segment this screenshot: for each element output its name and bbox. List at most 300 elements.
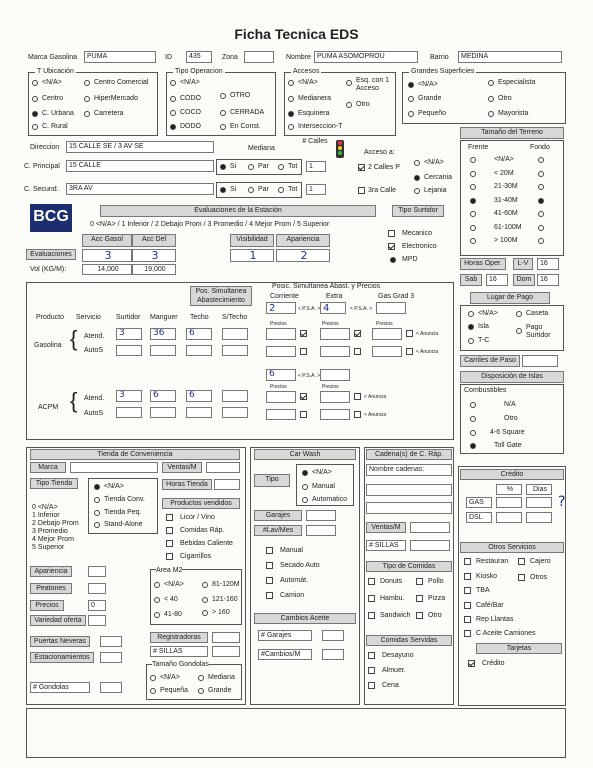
puertas-field[interactable] — [100, 636, 122, 647]
servicio-check-3[interactable] — [518, 574, 525, 581]
servida-label-0: Desayuno — [382, 652, 414, 659]
islas-na-radio[interactable] — [470, 402, 476, 408]
credito-dsl-dias-field[interactable] — [526, 512, 552, 523]
accesos-medianera-radio[interactable] — [288, 96, 294, 102]
frente-radio-6[interactable] — [470, 238, 476, 244]
aceite-cambios-label: #Cambios/M — [258, 649, 312, 660]
zona-field[interactable] — [244, 51, 274, 63]
servida-check-1[interactable] — [368, 667, 375, 674]
eval-gasol-field[interactable]: 3 — [82, 249, 132, 262]
gas-autos-stecho-field[interactable] — [222, 345, 248, 356]
variedad-field[interactable] — [88, 615, 106, 626]
credito-dsl-pct-field[interactable] — [496, 512, 522, 523]
operacion-otro-label: OTRO — [230, 92, 251, 99]
mpd-radio[interactable] — [390, 257, 396, 263]
grandes-superficies-title: Grandes Superficies — [411, 68, 475, 75]
superficie-especialista-radio[interactable] — [488, 80, 494, 86]
gas-anuncia-extra-check[interactable] — [354, 330, 361, 337]
ubicacion-hiper-radio[interactable] — [84, 96, 90, 102]
cp-par-label: Par — [258, 163, 269, 170]
pago-isla-radio[interactable] — [468, 324, 474, 330]
acpm-precio2-corr-field[interactable] — [266, 409, 296, 420]
servicio-check-6[interactable] — [464, 616, 471, 623]
cadena-sillas-field[interactable] — [410, 540, 450, 551]
marca-field[interactable]: PUMA — [84, 51, 156, 63]
acpm-autos-manguer-field[interactable] — [150, 407, 176, 418]
tienda-scale-item: 0 <N/A> — [32, 504, 58, 511]
fondo-radio-1[interactable] — [538, 171, 544, 177]
dom-field[interactable]: 16 — [537, 274, 559, 286]
superficie-pequeno-radio[interactable] — [408, 111, 414, 117]
pago-isla-label: Isla — [478, 323, 489, 330]
gas-autos-manguer-field[interactable] — [150, 345, 176, 356]
accesos-otro-radio[interactable] — [346, 102, 352, 108]
terreno-option-3: 31-40M — [494, 196, 518, 204]
pago-na-radio[interactable] — [468, 311, 474, 317]
superficie-mayorista-radio[interactable] — [488, 111, 494, 117]
islas-otro-radio[interactable] — [470, 416, 476, 422]
gas-surtidor-field[interactable]: 3 — [116, 328, 142, 340]
carwash-tipo-label: Tipo — [254, 474, 290, 487]
dos-calles-label: 2 Calles P — [368, 164, 400, 171]
credito-pct-label: % — [496, 484, 522, 495]
gas-anuncia-g3-check[interactable] — [406, 330, 413, 337]
fondo-radio-0[interactable] — [538, 157, 544, 163]
servida-check-0[interactable] — [368, 652, 375, 659]
carwash-garajes-label: Garajes — [254, 510, 302, 521]
corriente-field[interactable]: 2 — [266, 302, 296, 314]
tienda-title: Tienda de Conveniencia — [30, 449, 240, 460]
ubicacion-rural-radio[interactable] — [32, 124, 38, 130]
registradoras-field[interactable] — [212, 632, 240, 643]
carwash-auto-radio[interactable] — [302, 497, 308, 503]
fondo-radio-3[interactable] — [538, 198, 544, 204]
tienda-ventas-label: Ventas/M — [162, 462, 202, 473]
servicio-label-7: C Aceite Camiones — [476, 630, 536, 637]
frente-radio-0[interactable] — [470, 157, 476, 163]
aceite-garajes-field[interactable] — [322, 630, 344, 641]
marca-label: Marca Gasolina — [28, 54, 78, 61]
pos-simultanea-header: Pos. Simultanea Abastecimiento — [190, 286, 252, 306]
servicio-header: Servicio — [76, 314, 101, 321]
vol-gasol-field[interactable]: 14,000 — [82, 264, 132, 275]
islas-tollgate-label: Toll Gate — [494, 442, 522, 449]
operacion-const-radio[interactable] — [220, 124, 226, 130]
mediana-label: Mediana — [248, 145, 275, 152]
gas-techo-field[interactable]: 6 — [186, 328, 212, 340]
islas-title: Disposición de Islas — [460, 371, 564, 383]
precios-1-label: Precios — [270, 321, 287, 327]
producto-label-3: Cigarrillos — [180, 553, 212, 560]
cadena-nombre-field[interactable] — [366, 484, 452, 496]
carwash-check-1[interactable] — [266, 562, 273, 569]
accesos-esq-radio[interactable] — [346, 80, 352, 86]
acpm-anuncia-corr-check[interactable] — [300, 393, 307, 400]
electronico-check[interactable] — [388, 243, 395, 250]
gas-anuncia2-g3-check[interactable] — [406, 348, 413, 355]
ubicacion-hiper-label: HiperMercado — [94, 95, 138, 102]
comida-check-4[interactable] — [368, 612, 375, 619]
ubicacion-cc-radio[interactable] — [84, 80, 90, 86]
lugar-pago-title: Lugar de Pago — [470, 292, 550, 304]
fondo-radio-2[interactable] — [538, 184, 544, 190]
gondola-na-radio[interactable] — [150, 675, 156, 681]
servicio-check-2[interactable] — [464, 573, 471, 580]
accesos-interseccion-radio[interactable] — [288, 124, 294, 130]
vol-del-field[interactable]: 19,000 — [132, 264, 176, 275]
eval-apariencia-field[interactable]: 2 — [276, 249, 330, 262]
acceso-lejania-label: Lejania — [424, 187, 447, 194]
apariencia-header: Apariencia — [276, 234, 330, 247]
gondola-grande-radio[interactable] — [198, 688, 204, 694]
servida-check-2[interactable] — [368, 682, 375, 689]
cs-par-radio[interactable] — [248, 187, 254, 193]
frente-radio-5[interactable] — [470, 225, 476, 231]
posic-simultanea-label: Posic. Simultanea Abast. y Precios — [272, 283, 381, 290]
estacionamientos-field[interactable] — [100, 652, 122, 663]
cp-tot-radio[interactable] — [278, 164, 284, 170]
carwash-manual-label: Manual — [312, 483, 335, 490]
gondola-na-label: <N/A> — [160, 674, 180, 681]
servicio-label-6: Rep Llantas — [476, 616, 514, 623]
gas-precio2-g3-field[interactable] — [372, 346, 402, 357]
fondo-radio-6[interactable] — [538, 238, 544, 244]
accesos-na-radio[interactable] — [288, 80, 294, 86]
acceso-cercania-radio[interactable] — [414, 175, 420, 181]
area-81-label: 81-120M — [212, 581, 240, 588]
gas-autos-techo-field[interactable] — [186, 345, 212, 356]
visibilidad-header: Visibilidad — [230, 234, 274, 247]
acpm-precio-corr-field[interactable] — [266, 391, 296, 403]
superficie-na-radio[interactable] — [408, 82, 414, 88]
terreno-option-5: 61-100M — [494, 223, 522, 231]
mecanico-label: Mecanico — [402, 230, 432, 237]
carwash-check-0[interactable] — [266, 547, 273, 554]
precios-field[interactable]: 0 — [88, 600, 106, 611]
tienda-peq-radio[interactable] — [94, 510, 100, 516]
acpm-psa2-field[interactable] — [320, 369, 350, 381]
credito-gas-dias-field[interactable] — [526, 497, 552, 508]
tienda-sillas-label: # SILLAS — [150, 646, 208, 657]
ubicacion-centro-label: Centro — [42, 95, 64, 102]
carriles-field[interactable] — [522, 355, 558, 367]
notes-box[interactable] — [26, 708, 566, 758]
cadena-title: Cadena(s) de C. Ráp. — [366, 449, 452, 460]
cprincipal-field[interactable]: 15 CALLE — [66, 160, 214, 172]
producto-check-3[interactable] — [166, 553, 173, 560]
dos-calles-check[interactable] — [358, 164, 365, 171]
tipo-comidas-title: Tipo de Comidas — [366, 561, 452, 572]
acpm-anuncia-extra-check[interactable] — [354, 393, 361, 400]
acpm-autos-stecho-field[interactable] — [222, 407, 248, 418]
ubicacion-urbana-radio[interactable] — [32, 111, 38, 117]
superficie-otro-label: Otro — [498, 95, 512, 102]
islas-tollgate-radio[interactable] — [470, 443, 476, 449]
eval-del-field[interactable]: 3 — [132, 249, 176, 262]
direccion-field[interactable]: 15 CALLE SE / 3 AV SE — [66, 141, 214, 153]
servicio-check-1[interactable] — [518, 558, 525, 565]
otros-servicios-title: Otros Servicios — [460, 542, 564, 553]
cp-si-radio[interactable] — [220, 164, 226, 170]
techo-header: Techo — [190, 314, 209, 321]
producto-label-0: Licor / Vino — [180, 514, 215, 521]
gas-manguer-field[interactable]: 36 — [150, 328, 176, 340]
gas-precio2-corr-field[interactable] — [266, 346, 296, 357]
nombre-field[interactable]: PUMA ASOMOPROU — [314, 51, 418, 63]
frente-label: Frente — [468, 144, 489, 151]
carwash-auto-label: Automatico — [312, 496, 348, 503]
gas-anuncia2-corr-check[interactable] — [300, 348, 307, 355]
ubicacion-na-label: <N/A> — [42, 79, 62, 86]
operacion-const-label: En Const. — [230, 123, 261, 130]
csecund-field[interactable]: 3RA AV — [66, 183, 214, 195]
traffic-light-icon — [336, 140, 344, 158]
lav-mes-label: #Lav/Mes — [254, 525, 302, 536]
servicio-check-5[interactable] — [464, 602, 471, 609]
gas-precio-extra-field[interactable] — [320, 328, 350, 340]
precios-acpm-2-label: Precios — [322, 384, 339, 390]
carwash-check-3[interactable] — [266, 592, 273, 599]
tres-calle-label: 3ra Calle — [368, 187, 397, 194]
acceso-cercania-label: Cercania — [424, 174, 453, 181]
acc-gasol-header: Acc Gasol — [82, 234, 132, 247]
tipo-surtidor-title: Tipo Surtidor — [392, 205, 444, 217]
fondo-radio-4[interactable] — [538, 211, 544, 217]
pago-surtidor-radio[interactable] — [516, 328, 522, 334]
peatones-field[interactable] — [88, 583, 106, 594]
gas-precio-corr-field[interactable] — [266, 328, 296, 340]
cp-par-radio[interactable] — [248, 164, 254, 170]
tarjeta-credito-check[interactable] — [468, 660, 475, 667]
psa-acpm-label: < P.S.A. > — [298, 373, 321, 379]
gondola-pequena-radio[interactable] — [150, 688, 156, 694]
cadena-ventas-field[interactable] — [410, 522, 450, 533]
acceso-label: Acceso a: — [364, 149, 395, 156]
barrio-field[interactable]: MEDINA — [458, 51, 562, 63]
accesos-esq-label: Esq. con 1 Acceso — [356, 77, 390, 92]
horas-oper-label: Horas Oper. — [460, 258, 506, 270]
gas-anuncia-corr-check[interactable] — [300, 330, 307, 337]
tienda-standalone-radio[interactable] — [94, 522, 100, 528]
tienda-na-radio[interactable] — [94, 484, 100, 490]
area-81-radio[interactable] — [202, 582, 208, 588]
ubicacion-carretera-radio[interactable] — [84, 111, 90, 117]
operacion-dodo-radio[interactable] — [170, 124, 176, 130]
cadena-nombre-label: Nombre cadenas: — [366, 464, 452, 476]
gondolas-title: Tamaño Gondolas — [152, 661, 209, 668]
comida-check-5[interactable] — [416, 612, 423, 619]
gondolas-box — [146, 664, 242, 700]
gas-autos-surtidor-field[interactable] — [116, 345, 142, 356]
ubicacion-urbana-label: C. Urbana — [42, 110, 74, 117]
cs-si-radio[interactable] — [220, 187, 226, 193]
tienda-scale-item: 4 Mejor Prom — [32, 536, 75, 543]
superficie-grande-label: Grande — [418, 95, 442, 102]
acpm-surtidor-field[interactable]: 3 — [116, 390, 142, 402]
puertas-label: Puertas Neveras — [30, 636, 90, 647]
horas-tienda-field[interactable] — [214, 479, 240, 490]
lav-mes-field[interactable] — [306, 525, 336, 536]
acpm-autos-label: AutoS — [84, 410, 104, 417]
num-gondolas-field[interactable] — [100, 682, 122, 693]
carwash-manual-radio[interactable] — [302, 484, 308, 490]
area-121-radio[interactable] — [202, 597, 208, 603]
manguer-header: Manguer — [150, 314, 178, 321]
eval-visibilidad-field[interactable]: 1 — [230, 249, 274, 262]
carwash-garajes-field[interactable] — [306, 510, 336, 521]
acpm-anuncia2-label: < Anuncia — [364, 412, 387, 418]
superficie-otro-radio[interactable] — [488, 96, 494, 102]
acpm-anuncia2-extra-check[interactable] — [354, 411, 361, 418]
operacion-coco-radio[interactable] — [170, 110, 176, 116]
area-40-radio[interactable] — [154, 597, 160, 603]
ubicacion-cc-label: Centro Comercial — [94, 79, 149, 86]
acpm-techo-field[interactable]: 6 — [186, 390, 212, 402]
acceso-na-radio[interactable] — [414, 160, 420, 166]
operacion-na-radio[interactable] — [170, 80, 176, 86]
comida-check-2[interactable] — [368, 595, 375, 602]
ubicacion-centro-radio[interactable] — [32, 96, 38, 102]
cp-tot-label: Tot — [288, 163, 298, 170]
apariencia-label: Apariencia — [30, 566, 72, 577]
comidas-servidas-title: Comidas Servidas — [366, 635, 452, 646]
cs-tot-radio[interactable] — [278, 187, 284, 193]
acpm-autos-surtidor-field[interactable] — [116, 407, 142, 418]
comida-label-5: Otro — [428, 612, 442, 619]
comida-label-0: Donuts — [380, 578, 403, 585]
area-na-label: <N/A> — [164, 581, 184, 588]
frente-radio-4[interactable] — [470, 211, 476, 217]
acpm-stecho-field[interactable] — [222, 390, 248, 402]
frente-radio-3[interactable] — [470, 198, 476, 204]
acpm-autos-techo-field[interactable] — [186, 407, 212, 418]
acceso-na-label: <N/A> — [424, 159, 444, 166]
extra-label: Extra — [326, 293, 343, 300]
id-field[interactable]: 435 — [186, 51, 212, 63]
operacion-otro-radio[interactable] — [220, 93, 226, 99]
form-title: Ficha Tecnica EDS — [234, 26, 359, 42]
acpm-anuncia2-corr-check[interactable] — [300, 411, 307, 418]
area-na-radio[interactable] — [154, 582, 160, 588]
cp-calles-field[interactable]: 1 — [306, 161, 326, 172]
mpd-label: MPD — [402, 256, 418, 263]
carwash-check-2[interactable] — [266, 577, 273, 584]
producto-check-1[interactable] — [166, 527, 173, 534]
cs-calles-field[interactable]: 1 — [306, 184, 326, 195]
acpm-precio-extra-field[interactable] — [320, 391, 350, 403]
credito-gas-pct-field[interactable] — [496, 497, 522, 508]
zona-label: Zona — [222, 54, 238, 61]
producto-check-2[interactable] — [166, 540, 173, 547]
carwash-na-radio[interactable] — [302, 470, 308, 476]
producto-check-0[interactable] — [166, 514, 173, 521]
ubicacion-carretera-label: Carretera — [94, 110, 124, 117]
comida-check-0[interactable] — [368, 578, 375, 585]
apariencia-field[interactable] — [88, 566, 106, 577]
operacion-codo-radio[interactable] — [170, 96, 176, 102]
precios-acpm-1-label: Precios — [270, 384, 287, 390]
cadena-nombre-field-2[interactable] — [366, 502, 452, 514]
calles-label: # Calles — [302, 138, 328, 145]
lv-field[interactable]: 16 — [537, 258, 559, 270]
variedad-label: Variedad oferta — [30, 615, 86, 626]
acc-del-header: Acc Del — [132, 234, 176, 247]
tienda-sillas-field[interactable] — [212, 646, 240, 657]
accesos-esquinera-radio[interactable] — [288, 111, 294, 117]
evaluaciones-title: Evaluaciones de la Estación — [100, 205, 376, 217]
tienda-marca-field[interactable] — [70, 462, 158, 473]
frente-radio-1[interactable] — [470, 171, 476, 177]
gondola-mediana-radio[interactable] — [198, 675, 204, 681]
comida-check-3[interactable] — [416, 595, 423, 602]
carwash-check-label-0: Manual — [280, 547, 303, 554]
comida-check-1[interactable] — [416, 578, 423, 585]
frente-radio-2[interactable] — [470, 184, 476, 190]
extra-field[interactable]: 4 — [320, 302, 346, 314]
gas-anuncia2-extra-check[interactable] — [354, 348, 361, 355]
cadena-ventas-label: Ventas/M — [366, 522, 406, 533]
area-121-label: 121-160 — [212, 596, 238, 603]
producto-header: Producto — [36, 314, 65, 321]
gas-grad3-field[interactable] — [376, 302, 406, 314]
servicio-check-4[interactable] — [464, 587, 471, 594]
gas-precio2-extra-field[interactable] — [320, 346, 350, 357]
direccion-label: Direccion — [30, 144, 60, 151]
gas-anuncia-label: < Anuncia — [416, 331, 439, 337]
aceite-cambios-field[interactable] — [322, 649, 344, 660]
area-40-label: < 40 — [164, 596, 178, 603]
gondola-pequena-label: Pequeña — [160, 687, 189, 694]
sab-label: Sab — [460, 274, 482, 286]
area-41-radio[interactable] — [154, 612, 160, 618]
precios-3-label: Precios — [376, 321, 393, 327]
accesos-esquinera-label: Esquinera — [298, 110, 330, 117]
servicio-check-0[interactable] — [464, 558, 471, 565]
servicio-label-1: Cajero — [530, 558, 551, 565]
cs-par-label: Par — [258, 186, 269, 193]
tienda-ventas-field[interactable] — [206, 462, 240, 473]
gas-precio-g3-field[interactable] — [372, 328, 402, 340]
fondo-radio-5[interactable] — [538, 225, 544, 231]
acpm-precio2-extra-field[interactable] — [320, 409, 350, 420]
acpm-psa-field[interactable]: 6 — [266, 369, 296, 381]
mecanico-check[interactable] — [388, 230, 395, 237]
operacion-cerrada-radio[interactable] — [220, 110, 226, 116]
servicio-check-7[interactable] — [464, 630, 471, 637]
id-label: ID — [165, 54, 172, 61]
ubicacion-na-radio[interactable] — [32, 80, 38, 86]
area-160-radio[interactable] — [202, 610, 208, 616]
tres-calle-check[interactable] — [358, 187, 365, 194]
gas-stecho-field[interactable] — [222, 328, 248, 340]
acpm-manguer-field[interactable]: 6 — [150, 390, 176, 402]
acceso-lejania-radio[interactable] — [414, 188, 420, 194]
superficie-grande-radio[interactable] — [408, 96, 414, 102]
tienda-na-label: <N/A> — [104, 483, 124, 490]
tienda-conv-radio[interactable] — [94, 497, 100, 503]
credito-note: ? — [558, 494, 566, 510]
pago-tc-radio[interactable] — [468, 338, 474, 344]
pago-tc-label: T-C — [478, 337, 490, 344]
pago-caseta-radio[interactable] — [516, 311, 522, 317]
carwash-na-label: <N/A> — [312, 469, 332, 476]
operacion-codo-label: CODO — [180, 95, 201, 102]
islas-square-radio[interactable] — [470, 430, 476, 436]
tienda-scale-item: 3 Promedio — [32, 528, 68, 535]
sab-field[interactable]: 16 — [486, 274, 508, 286]
gondola-mediana-label: Mediana — [208, 674, 235, 681]
tienda-peq-label: Tienda Peq. — [104, 509, 142, 516]
